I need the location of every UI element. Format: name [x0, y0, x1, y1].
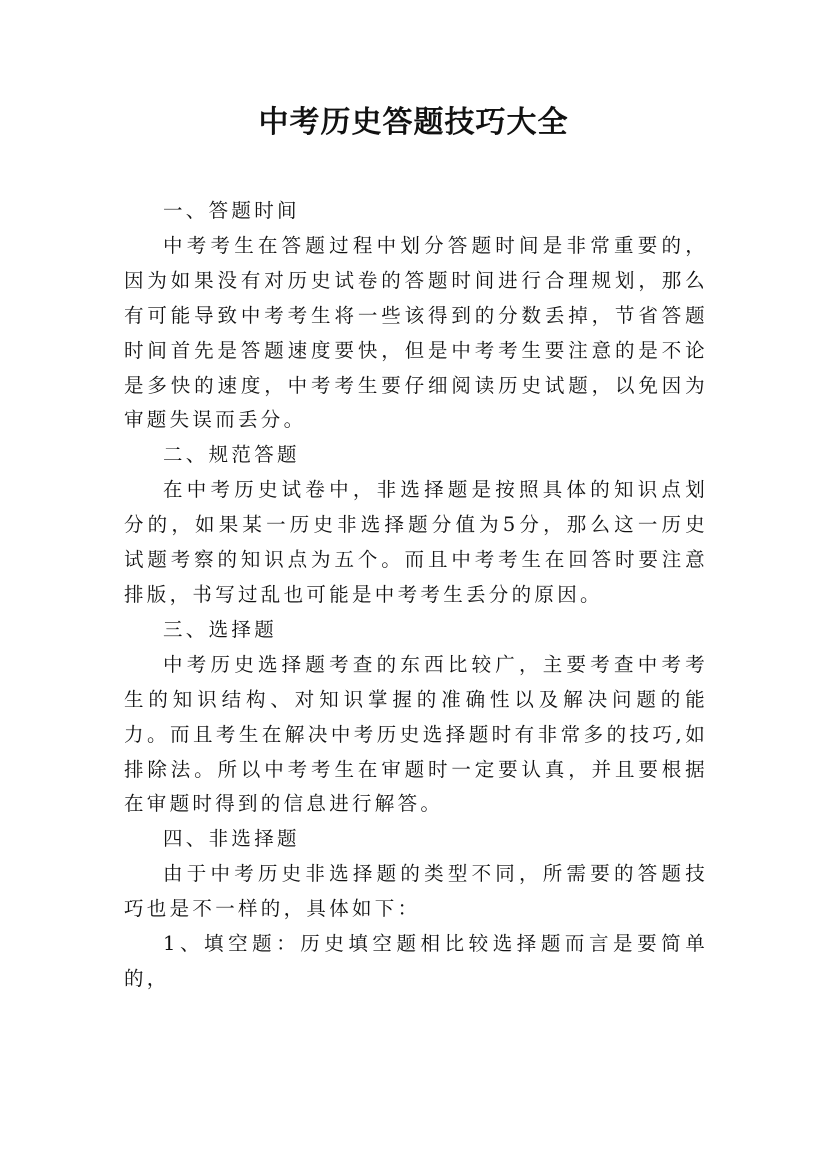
- section-heading-nonchoice: 四、非选择题: [163, 827, 300, 851]
- section-paragraph-time: 中考考生在答题过程中划分答题时间是非常重要的，因为如果没有对历史试卷的答题时间进行合理规划，那么有可能导致中考考生将一些该得到的分数丢掉，节省答题时间首先是答题速度要快，但是中考考生要注意的是不论是多快的速度，中考考生要仔细阅读历史试题，以免因为审题失误而丢分。: [124, 233, 708, 432]
- section-paragraph-nonchoice: 由于中考历史非选择题的类型不同，所需要的答题技巧也是不一样的，具体如下：: [124, 862, 708, 921]
- section-heading-standard: 二、规范答题: [163, 443, 300, 467]
- page-title: 中考历史答题技巧大全: [258, 105, 569, 140]
- document-body: [124, 194, 708, 997]
- section-paragraph-choice: 中考历史选择题考查的东西比较广，主要考查中考考生的知识结构、对知识掌握的准确性以及解决问题的能力。而且考生在解决中考历史选择题时有非常多的技巧,如排除法。所以中考考生在审题时一定要认真，并且要根据在审题时得到的信息进行解答。: [124, 652, 708, 816]
- section-heading-time: 一、答题时间: [163, 199, 300, 222]
- section-paragraph-standard: 在中考历史试卷中，非选择题是按照具体的知识点划分的，如果某一历史非选择题分值为5分，那么这一历史试题考察的知识点为五个。而且中考考生在回答时要注意排版，书写过乱也可能是中考考生丢分的原因。: [124, 478, 708, 606]
- section-paragraph-fill-blank: 1、填空题：历史填空题相比较选择题而言是要简单的，: [124, 932, 708, 990]
- section-heading-choice: 三、选择题: [163, 617, 278, 641]
